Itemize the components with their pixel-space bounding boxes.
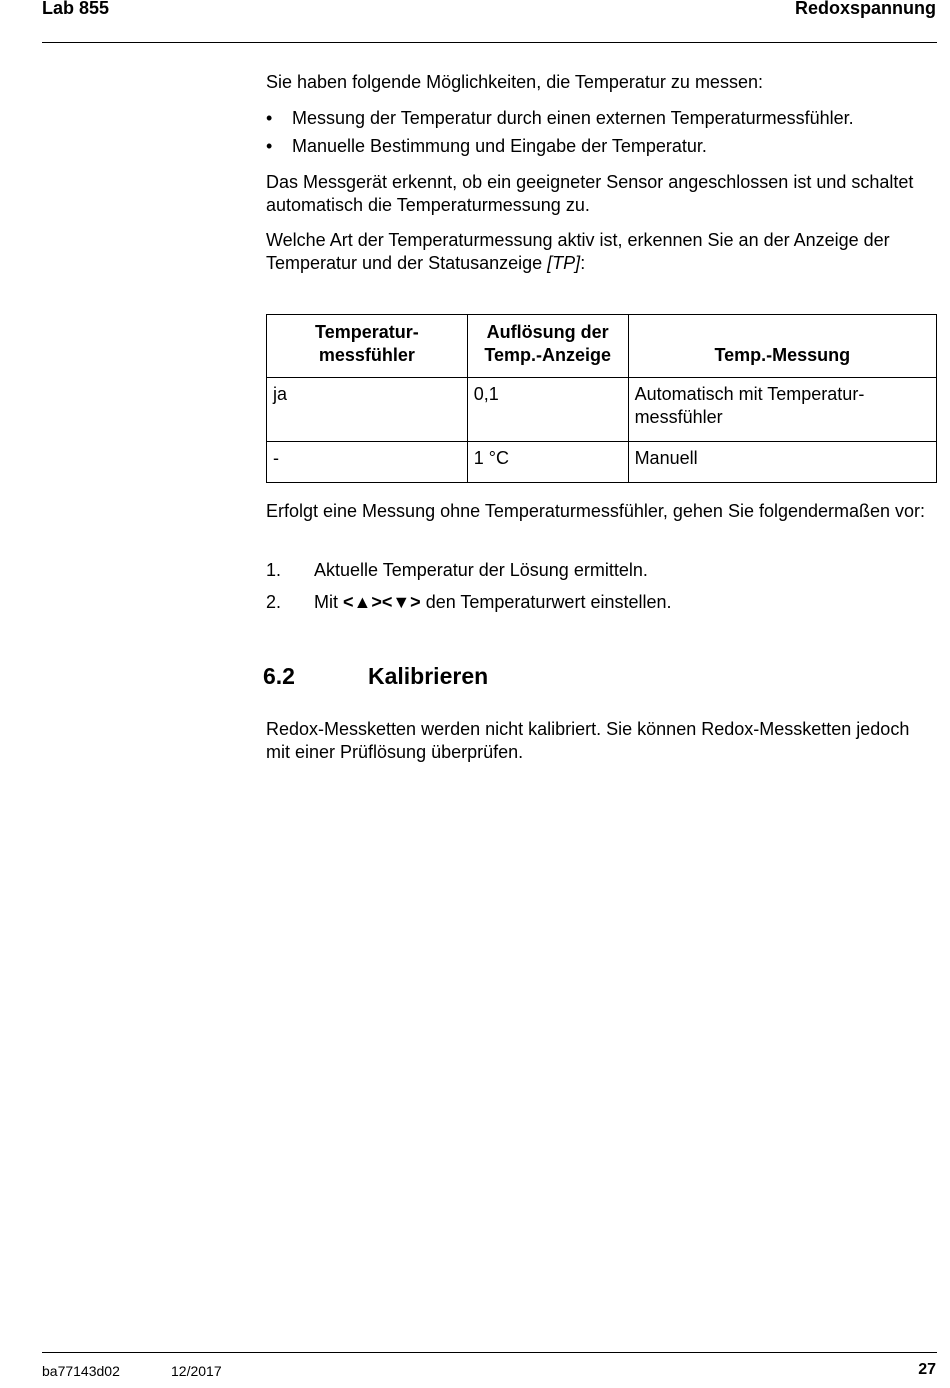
bullet-list (266, 107, 938, 163)
status-indicator-tp: [TP] (547, 253, 581, 273)
step-text: Mit (314, 592, 343, 612)
table-header-resolution (467, 315, 628, 378)
document-code: ba77143d02 (42, 1363, 120, 1379)
table-header-line: Temp.-Anzeige (484, 345, 611, 365)
section-number: 6.2 (263, 663, 295, 689)
table-header-sensor (267, 315, 468, 378)
table-header-row (267, 315, 937, 378)
bullet-marker: • (266, 136, 273, 156)
table-cell-line: Manuell (634, 448, 698, 468)
list-item (266, 559, 938, 582)
table-cell: 1 °C (467, 442, 628, 483)
table-row (267, 378, 937, 442)
table-cell-line: Automatisch mit Temperatur- (634, 384, 865, 404)
table-cell-line: messfühler (634, 407, 723, 427)
status-paragraph-text: Welche Art der Temperaturmessung aktiv ist, erkennen Sie an der Anzeige der Temperatur und der Statusanzeige (266, 230, 890, 273)
table-header-line: Temperatur- (315, 322, 419, 342)
status-paragraph-end: : (580, 253, 586, 273)
footer-rule (42, 1352, 937, 1353)
bullet-text: Manuelle Bestimmung und Eingabe der Temperatur. (292, 136, 707, 156)
bullet-marker: • (266, 108, 273, 128)
step-number: 1. (266, 560, 282, 580)
list-item (266, 107, 938, 130)
arrow-keys: <▲><▼> (343, 592, 421, 612)
header-rule (42, 42, 937, 43)
step-number: 2. (266, 592, 282, 612)
header-right-title: Redoxspannung (794, 0, 936, 18)
document-date: 12/2017 (171, 1363, 222, 1379)
table-header-line: messfühler (318, 345, 415, 365)
calibration-paragraph: Redox-Messketten werden nicht kalibriert. Sie können Redox-Messketten jedoch mit einer Prüflösung überprüfen. (266, 719, 910, 762)
step-text: Aktuelle Temperatur der Lösung ermitteln. (314, 560, 648, 580)
table-header-line: Temp.-Messung (714, 345, 851, 365)
table-header-measurement (628, 315, 936, 378)
temperature-table (266, 314, 937, 483)
table-cell (628, 442, 936, 483)
header-left-title: Lab 855 (42, 0, 110, 18)
bullet-text: Messung der Temperatur durch einen externen Temperaturmessfühler. (292, 108, 854, 128)
section-title: Kalibrieren (368, 663, 489, 689)
table-cell: 0,1 (467, 378, 628, 442)
steps-list (266, 559, 938, 623)
table-cell: ja (267, 378, 468, 442)
status-paragraph (266, 229, 938, 275)
list-item (266, 591, 938, 614)
table-row (267, 442, 937, 483)
list-item (266, 135, 938, 158)
page-number: 27 (918, 1361, 936, 1378)
table-header-line: Auflösung der (486, 322, 609, 342)
step-text: den Temperaturwert einstellen. (420, 592, 672, 612)
manual-measurement-paragraph: Erfolgt eine Messung ohne Temperaturmessfühler, gehen Sie folgendermaßen vor: (266, 501, 926, 521)
intro-paragraph: Sie haben folgende Möglichkeiten, die Temperatur zu messen: (266, 72, 763, 92)
table-cell: - (267, 442, 468, 483)
table-cell (628, 378, 936, 442)
sensor-detection-paragraph: Das Messgerät erkennt, ob ein geeigneter Sensor angeschlossen ist und schaltet automatisch die Temperaturmessung zu. (266, 172, 914, 215)
